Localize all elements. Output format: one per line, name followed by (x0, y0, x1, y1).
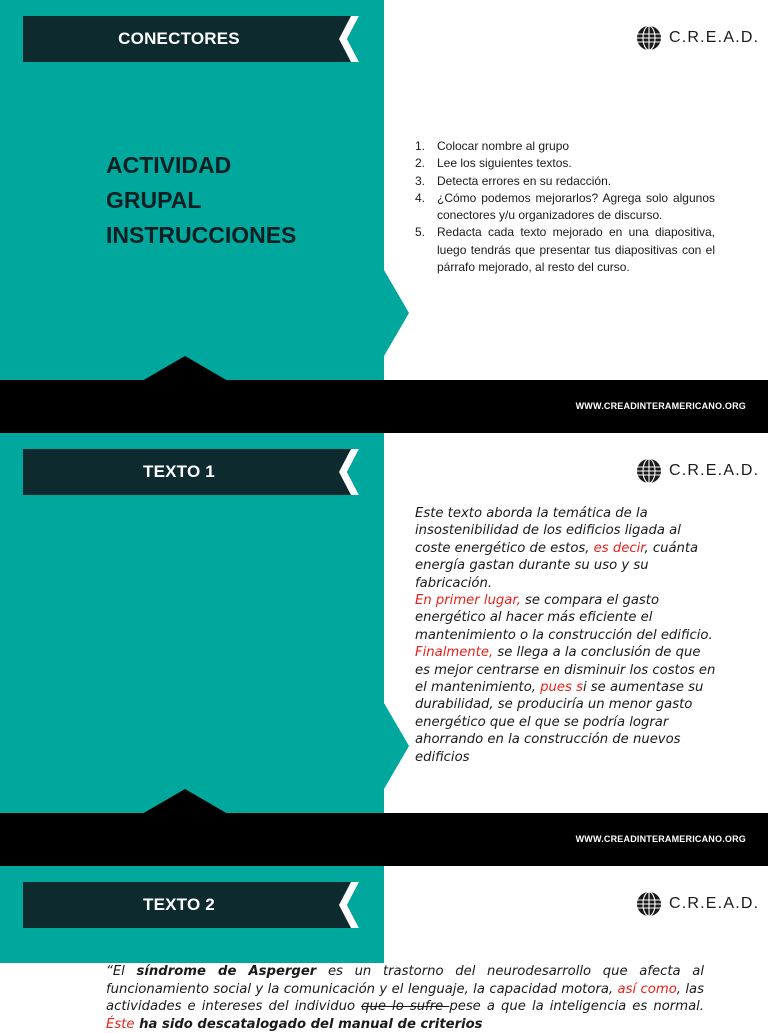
footer-band (0, 813, 768, 866)
title-line: ACTIVIDAD (106, 152, 232, 178)
texto-2-body (106, 963, 704, 1033)
paragraph (415, 592, 719, 644)
paragraph (415, 505, 719, 592)
header-bar (23, 449, 357, 495)
term-highlight: ha sido descatalogado del manual de criterios (134, 1016, 483, 1032)
footer-link[interactable]: WWW.CREADINTERAMERICANO.ORG (575, 401, 746, 411)
cread-logo (636, 25, 759, 51)
globe-icon (636, 25, 662, 51)
connector-highlight: así como (617, 981, 677, 997)
slide-title: TEXTO 1 (143, 462, 215, 481)
text-run: es un trastorno del neurodesarrollo que afecta al funcionamiento social y la comunicación y el lenguaje, la capacidad motora, (106, 964, 705, 997)
struck-text: que lo sufre (361, 999, 450, 1015)
connector-highlight: Finalmente, (415, 645, 494, 661)
instructions-list (415, 138, 715, 276)
instruction-number: 4. (415, 190, 426, 205)
instruction-item (415, 138, 715, 155)
globe-icon (636, 458, 662, 484)
text-run: se llega a la conclusión de que es mejor centrarse en disminuir los costos en el mantenimiento, (415, 645, 716, 696)
instruction-number: 2. (415, 156, 426, 171)
globe-icon (636, 891, 662, 917)
cread-logo (636, 891, 759, 917)
instruction-number: 3. (415, 173, 426, 188)
connector-highlight: pues s (540, 680, 583, 696)
chevron-left-icon (329, 882, 359, 928)
instruction-text: ¿Cómo podemos mejorarlos? Agrega solo algunos conectores y/u organizadores de discurso. (437, 190, 715, 223)
logo-text: C.R.E.A.D. (669, 29, 760, 46)
instruction-number: 1. (415, 139, 426, 153)
logo-text: C.R.E.A.D. (669, 462, 760, 479)
footer-peak (142, 356, 228, 381)
text-run: i se aumentase su durabilidad, se produciría un menor gasto energético que el que se podría lograr ahorrando en la construcción de nuevos edificios (415, 680, 704, 765)
text-run: Este texto aborda la temática de la insostenibilidad de los edificios ligada al coste energético de estos, (415, 506, 681, 556)
activity-title (106, 148, 376, 253)
text-run: se compara el gasto energético al hacer más eficiente el mantenimiento o la construcción del edificio. (415, 593, 713, 643)
header-bar (23, 16, 357, 62)
instruction-text: Colocar nombre al grupo (437, 139, 570, 153)
chevron-left-icon (329, 449, 359, 495)
instruction-text: Redacta cada texto mejorado en una diapositiva, luego tendrás que presentar tus diapositivas con el párrafo mejorado, al resto del curso. (437, 225, 715, 275)
slide-texto-1 (0, 433, 768, 866)
connector-highlight: Éste (106, 1016, 135, 1032)
footer-link[interactable]: WWW.CREADINTERAMERICANO.ORG (575, 834, 746, 844)
instruction-text: Lee los siguientes textos. (437, 156, 572, 171)
term-highlight: síndrome de Asperger (136, 964, 317, 979)
instruction-item (415, 224, 715, 276)
connector-highlight: En primer lugar, (415, 593, 521, 609)
footer-band (0, 380, 768, 433)
instruction-item (415, 173, 715, 190)
texto-1-body (415, 505, 719, 766)
connector-highlight: es decir (593, 540, 645, 556)
logo-text: C.R.E.A.D. (669, 895, 760, 912)
paragraph (415, 644, 719, 766)
title-line: GRUPAL (106, 187, 202, 213)
text-run: pese a que la inteligencia es normal. (449, 999, 705, 1015)
text-run: , cuánta energía gastan durante su uso y su fabricación. (415, 540, 699, 591)
instruction-item (415, 155, 715, 172)
text-run: , las actividades e intereses del individuo (106, 981, 705, 1015)
footer-peak (142, 789, 228, 814)
text-run: “El (106, 964, 137, 979)
slide-title: CONECTORES (118, 29, 240, 48)
slide-instrucciones (0, 0, 768, 433)
instruction-text: Detecta errores en su redacción. (437, 173, 612, 188)
panel-notches (368, 493, 412, 793)
instruction-item (415, 190, 715, 225)
cread-logo (636, 458, 759, 484)
slide-title: TEXTO 2 (143, 895, 215, 914)
instruction-number: 5. (415, 225, 426, 240)
slide-texto-2 (0, 866, 768, 1032)
chevron-left-icon (329, 16, 359, 62)
header-bar (23, 882, 357, 928)
title-line: INSTRUCCIONES (106, 222, 297, 248)
